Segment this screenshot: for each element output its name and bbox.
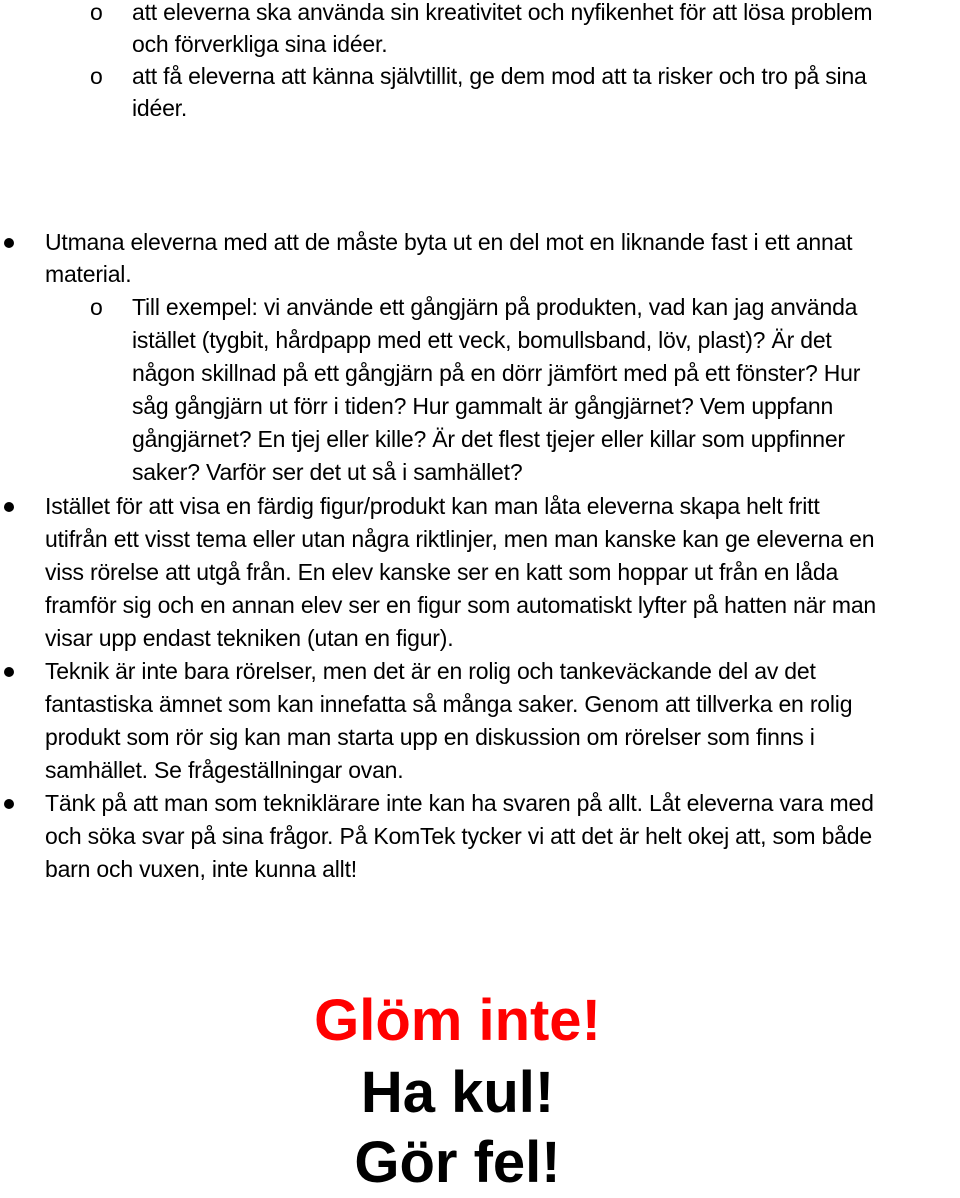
sub-item-2-line-2: idéer. (132, 95, 188, 121)
closing-slogan-forget: Glöm inte! (314, 988, 601, 1053)
sub-item-2-line-1: att få eleverna att känna självtillit, ge dem mod att ta risker och tro på sina (132, 63, 867, 89)
closing-slogan-fun: Ha kul! (360, 1060, 555, 1125)
sub-bullet-marker: o (90, 294, 103, 320)
bullet-dot (4, 502, 14, 512)
sub-item-1-line-2: och förverkliga sina idéer. (132, 31, 388, 57)
bullet-4-line-2: och söka svar på sina frågor. På KomTek tycker vi att det är helt okej att, som både (45, 823, 872, 849)
bullet-3-line-2: fantastiska ämnet som kan innefatta så många saker. Genom att tillverka en rolig (45, 691, 853, 717)
bullet-1-sub-line-1: Till exempel: vi använde ett gångjärn på produkten, vad kan jag använda (132, 294, 858, 320)
bullet-1-sub-line-6: saker? Varför ser det ut så i samhället? (132, 459, 523, 485)
sub-item-1-line-1: att eleverna ska använda sin kreativitet och nyfikenhet för att lösa problem (132, 0, 873, 25)
bullet-3-line-3: produkt som rör sig kan man starta upp en diskussion om rörelser som finns i (45, 724, 815, 750)
bullet-2-line-4: framför sig och en annan elev ser en figur som automatiskt lyfter på hatten när man (45, 592, 876, 618)
bullet-3-line-1: Teknik är inte bara rörelser, men det är en rolig och tankeväckande del av det (45, 658, 816, 684)
bullet-1-sub-line-3: någon skillnad på ett gångjärn på en dörr jämfört med på ett fönster? Hur (132, 360, 861, 386)
bullet-2-line-2: utifrån ett visst tema eller utan några riktlinjer, men man kanske kan ge eleverna en (45, 526, 875, 552)
bullet-4-line-1: Tänk på att man som tekniklärare inte kan ha svaren på allt. Låt eleverna vara med (45, 790, 874, 816)
bullet-1-line-2: material. (45, 261, 132, 287)
bullet-dot (4, 238, 14, 248)
sub-bullet-marker: o (90, 0, 103, 25)
bullet-2-line-3: viss rörelse att utgå från. En elev kanske ser en katt som hoppar ut från en låda (45, 559, 839, 585)
sub-bullet-marker: o (90, 63, 103, 89)
bullet-4-line-3: barn och vuxen, inte kunna allt! (45, 856, 357, 882)
closing-slogan-mistakes: Gör fel! (354, 1130, 561, 1195)
bullet-1-sub-line-4: såg gångjärn ut förr i tiden? Hur gammalt är gångjärnet? Vem uppfann (132, 393, 834, 419)
bullet-3-line-4: samhället. Se frågeställningar ovan. (45, 757, 404, 783)
bullet-1-sub-line-2: istället (tygbit, hårdpapp med ett veck, bomullsband, löv, plast)? Är det (132, 327, 832, 353)
bullet-dot (4, 667, 14, 677)
bullet-2-line-5: visar upp endast tekniken (utan en figur). (45, 625, 454, 651)
bullet-dot (4, 799, 14, 809)
bullet-1-line-1: Utmana eleverna med att de måste byta ut en del mot en liknande fast i ett annat (45, 229, 853, 255)
bullet-1-sub-line-5: gångjärnet? En tjej eller kille? Är det flest tjejer eller killar som uppfinner (132, 426, 845, 452)
bullet-2-line-1: Istället för att visa en färdig figur/produkt kan man låta eleverna skapa helt fritt (45, 493, 820, 519)
